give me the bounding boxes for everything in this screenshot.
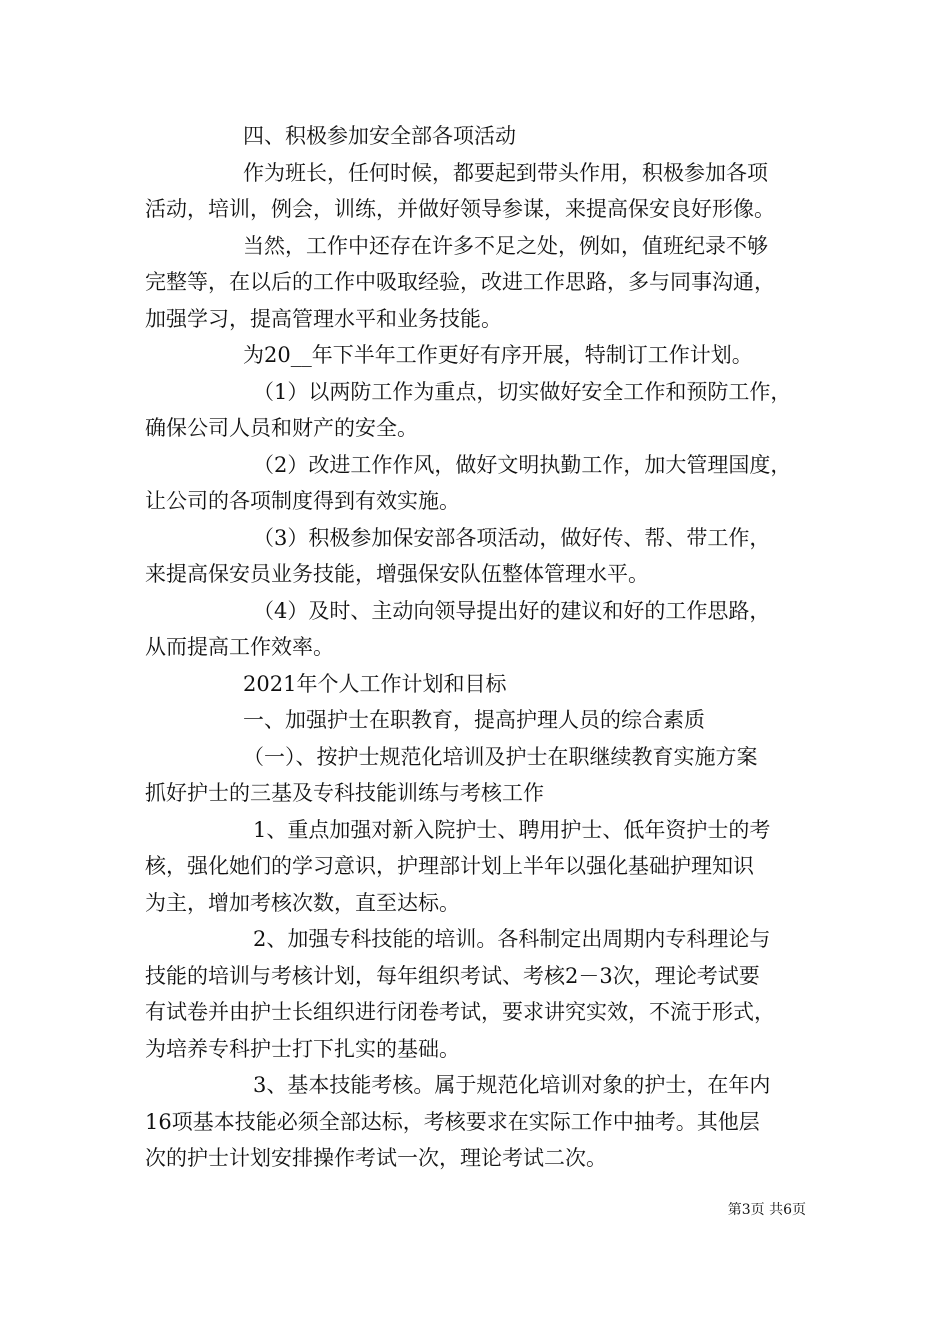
- paragraph-line: 核，强化她们的学习意识，护理部计划上半年以强化基础护理知识: [145, 854, 754, 878]
- list-item-4: （4）及时、主动向领导提出好的建议和好的工作思路，: [253, 598, 771, 623]
- paragraph-line: 来提高保安员业务技能，增强保安队伍整体管理水平。: [145, 562, 649, 586]
- paragraph-line: 当然，工作中还存在许多不足之处，例如，值班纪录不够: [243, 233, 768, 258]
- heading-section-4: 四、积极参加安全部各项活动: [243, 124, 516, 148]
- paragraph-line: 确保公司人员和财产的安全。: [145, 416, 418, 440]
- list-item-3: （3）积极参加保安部各项活动，做好传、帮、带工作，: [253, 525, 771, 550]
- paragraph-line: 从而提高工作效率。: [145, 635, 334, 659]
- paragraph-line: 技能的培训与考核计划，每年组织考试、考核2－3次，理论考试要: [145, 963, 760, 988]
- paragraph-line: 次的护士计划安排操作考试一次，理论考试二次。: [145, 1146, 607, 1170]
- paragraph-line: 活动，培训，例会，训练，并做好领导参谋，来提高保安良好形像。: [145, 197, 775, 221]
- paragraph-line: 为主，增加考核次数，直至达标。: [145, 890, 460, 915]
- paragraph-line: 16项基本技能必须全部达标，考核要求在实际工作中抽考。其他层: [145, 1109, 760, 1134]
- paragraph-line: 抓好护士的三基及专科技能训练与考核工作: [145, 781, 544, 805]
- paragraph-line: 为培养专科护士打下扎实的基础。: [145, 1036, 460, 1061]
- paragraph-line: 让公司的各项制度得到有效实施。: [145, 489, 460, 513]
- page-number: 第3页 共6页: [727, 1202, 806, 1218]
- paragraph-line: 加强学习，提高管理水平和业务技能。: [145, 306, 502, 331]
- subheading-1: （一）、按护士规范化培训及护士在职继续教育实施方案: [243, 744, 758, 769]
- document-body: [145, 118, 805, 1177]
- paragraph-line: 1、重点加强对新入院护士、聘用护士、低年资护士的考: [253, 817, 771, 842]
- paragraph-line: 完整等，在以后的工作中吸取经验，改进工作思路，多与同事沟通，: [145, 270, 775, 294]
- heading-section-1: 一、加强护士在职教育，提高护理人员的综合素质: [243, 708, 705, 732]
- paragraph-line: 为20__年下半年工作更好有序开展，特制订工作计划。: [243, 343, 753, 367]
- list-item-1: （1）以两防工作为重点，切实做好安全工作和预防工作，: [253, 379, 792, 404]
- paragraph-line: 3、基本技能考核。属于规范化培训对象的护士，在年内: [253, 1073, 771, 1097]
- list-item-2: （2）改进工作作风，做好文明执勤工作，加大管理国度，: [253, 452, 792, 477]
- paragraph-line: 有试卷并由护士长组织进行闭卷考试，要求讲究实效，不流于形式，: [145, 1000, 775, 1024]
- paragraph-line: 作为班长，任何时候，都要起到带头作用，积极参加各项: [243, 160, 768, 185]
- document-title: 2021年个人工作计划和目标: [243, 671, 507, 696]
- paragraph-line: 2、加强专科技能的培训。各科制定出周期内专科理论与: [253, 927, 771, 951]
